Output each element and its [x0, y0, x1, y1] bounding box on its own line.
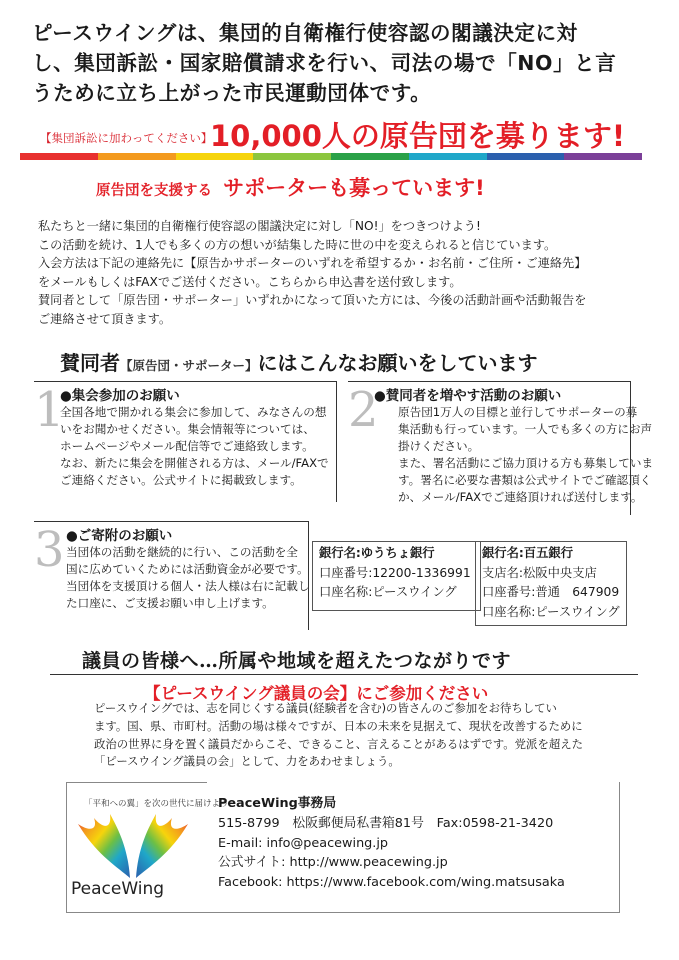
rainbow-divider [20, 153, 642, 160]
request-number: 3 [34, 522, 65, 578]
rainbow-wings-logo-icon [68, 810, 198, 882]
supporter-headline: サポーターも募っています! [223, 176, 485, 200]
body-line: この活動を続け、1人でも多くの方の想いが結集した時に世の中を変えられると信じています。 [38, 237, 557, 252]
bank-box-yucho [312, 541, 481, 611]
members-title: 議員の皆様へ…所属や地域を超えたつながりです [82, 650, 512, 672]
requests-heading [60, 347, 640, 376]
contact-facebook[interactable]: Facebook: https://www.facebook.com/wing.matsusaka [218, 875, 565, 891]
request-line: 国に広めていくためには活動資金が必要です。 [66, 562, 309, 576]
bank-line: 口座名称:ピースウイング [319, 585, 457, 599]
bank-line: 口座番号:普通 647909 [482, 585, 620, 599]
supporter-lead: 原告団を支援する [96, 183, 212, 199]
request-box-2 [348, 381, 654, 515]
request-line: ご連絡ください。公式サイトに掲載致します。 [60, 473, 302, 487]
body-line: をメールもしくはFAXでご送付ください。こちらから申込書を送付致します。 [38, 274, 462, 289]
request-title: ●賛同者を増やす活動のお願い [374, 388, 562, 404]
request-line: 掛けください。 [398, 439, 480, 453]
intro-line: ピースウイングは、集団的自衛権行使容認の閣議決定に対 [32, 21, 578, 45]
intro-text [32, 18, 657, 108]
request-title: ●集会参加のお願い [60, 388, 180, 404]
members-line: 「ピースウイング議員の会」として、力をあわせましょう。 [94, 754, 400, 769]
logo-slogan: 「平和への翼」を次の世代に届けよう [84, 799, 229, 809]
request-line: なお、新たに集会を開催される方は、メール/FAXで [60, 456, 329, 470]
bank-name: 銀行名:百五銀行 [482, 546, 573, 560]
contact-address: 515-8799 松阪郵便局私書箱81号 Fax:0598-21-3420 [218, 815, 554, 831]
requests-heading-b: 【原告団・サポーター】 [120, 358, 258, 373]
request-box-3 [34, 521, 309, 630]
request-body [60, 404, 329, 489]
body-line: ご連絡させて頂きます。 [38, 311, 172, 326]
supporter-banner [96, 172, 616, 202]
bank-box-hyakugo [475, 541, 627, 626]
request-line: た口座に、ご支援お願い申し上げます。 [66, 596, 274, 610]
rainbow-segment [331, 153, 409, 160]
bank-line: 口座名称:ピースウイング [482, 604, 620, 619]
intro-line: うために立ち上がった市民運動団体です。 [32, 81, 432, 105]
requests-heading-a: 賛同者 [60, 351, 120, 375]
rainbow-segment [253, 153, 331, 160]
body-line: 入会方法は下記の連絡先に【原告かサポーターのいずれを希望するか・お名前・ご住所・ご連絡先】 [38, 256, 587, 271]
body-line: 私たちと一緒に集団的自衛権行使容認の閣議決定に対し「NO!」をつきつけよう! [38, 219, 481, 233]
request-body [66, 544, 309, 612]
recruit-banner [40, 118, 650, 152]
request-number: 1 [34, 382, 65, 438]
rainbow-segment [409, 153, 487, 160]
members-line: ます。国、県、市町村。活動の場は様々ですが、日本の未来を見据えて、現状を改善するために [94, 718, 583, 733]
request-line: 当団体の活動を継続的に行い、この活動を全 [66, 545, 298, 559]
contact-info [218, 794, 565, 893]
request-line: 集活動も行っています。一人でも多くの方にお声 [398, 422, 653, 436]
rainbow-segment [20, 153, 98, 160]
members-paragraph [94, 700, 634, 771]
members-line: ピースウイングでは、志を同じくする議員(経験者を含む)の皆さんのご参加をお待ちしてい [94, 701, 557, 715]
rainbow-segment [487, 153, 565, 160]
recruit-small-label: 【集団訴訟に加わってください】 [40, 131, 213, 145]
request-line: いをお聞かせください。集会情報等については、 [60, 422, 315, 436]
contact-title: PeaceWing事務局 [218, 796, 337, 811]
request-line: す。署名に必要な書類は公式サイトでご確認頂く [398, 473, 652, 487]
rainbow-segment [176, 153, 254, 160]
contact-website[interactable]: 公式サイト: http://www.peacewing.jp [218, 855, 448, 871]
rainbow-segment [564, 153, 642, 160]
rainbow-segment [98, 153, 176, 160]
request-body [398, 404, 653, 506]
body-line: 賛同者として「原告団・サポーター」いずれかになって頂いた方には、今後の活動計画や活動報告を [38, 293, 587, 308]
recruit-headline: 10,000人の原告団を募ります! [210, 119, 626, 153]
request-line: また、署名活動にご協力頂ける方も募集していま [398, 456, 654, 470]
bank-name: 銀行名:ゆうちょ銀行 [319, 546, 435, 560]
body-paragraph [38, 217, 644, 329]
members-line: 政治の世界に身を置く議員だからこそ、できること、言えることがあるはずです。党派を超えた [94, 736, 584, 751]
request-number: 2 [348, 382, 379, 438]
bank-line: 口座番号:12200-1336991 [319, 565, 471, 580]
contact-email[interactable]: E-mail: info@peacewing.jp [218, 835, 389, 851]
logo-wordmark: PeaceWing [71, 879, 165, 899]
request-line: 当団体を支援頂ける個人・法人様は右に記載し [66, 579, 310, 593]
request-line: ホームページやメール配信等でご連絡致します。 [60, 439, 314, 453]
request-box-1 [34, 381, 337, 502]
request-line: か、メール/FAXでご連絡頂ければ送付します。 [398, 490, 643, 504]
request-title: ●ご寄附のお願い [66, 528, 173, 544]
intro-line: し、集団訴訟・国家賠償請求を行い、司法の場で「NO」と言 [32, 51, 617, 75]
members-divider [50, 674, 638, 675]
members-subtitle: 【ピースウイング議員の会】にご参加ください [144, 684, 489, 703]
request-line: 原告団1万人の目標と並行してサポーターの募 [398, 405, 638, 419]
bank-line: 支店名:松阪中央支店 [482, 565, 597, 580]
request-line: 全国各地で開かれる集会に参加して、みなさんの想 [60, 405, 327, 419]
requests-heading-c: にはこんなお願いをしています [257, 351, 538, 375]
